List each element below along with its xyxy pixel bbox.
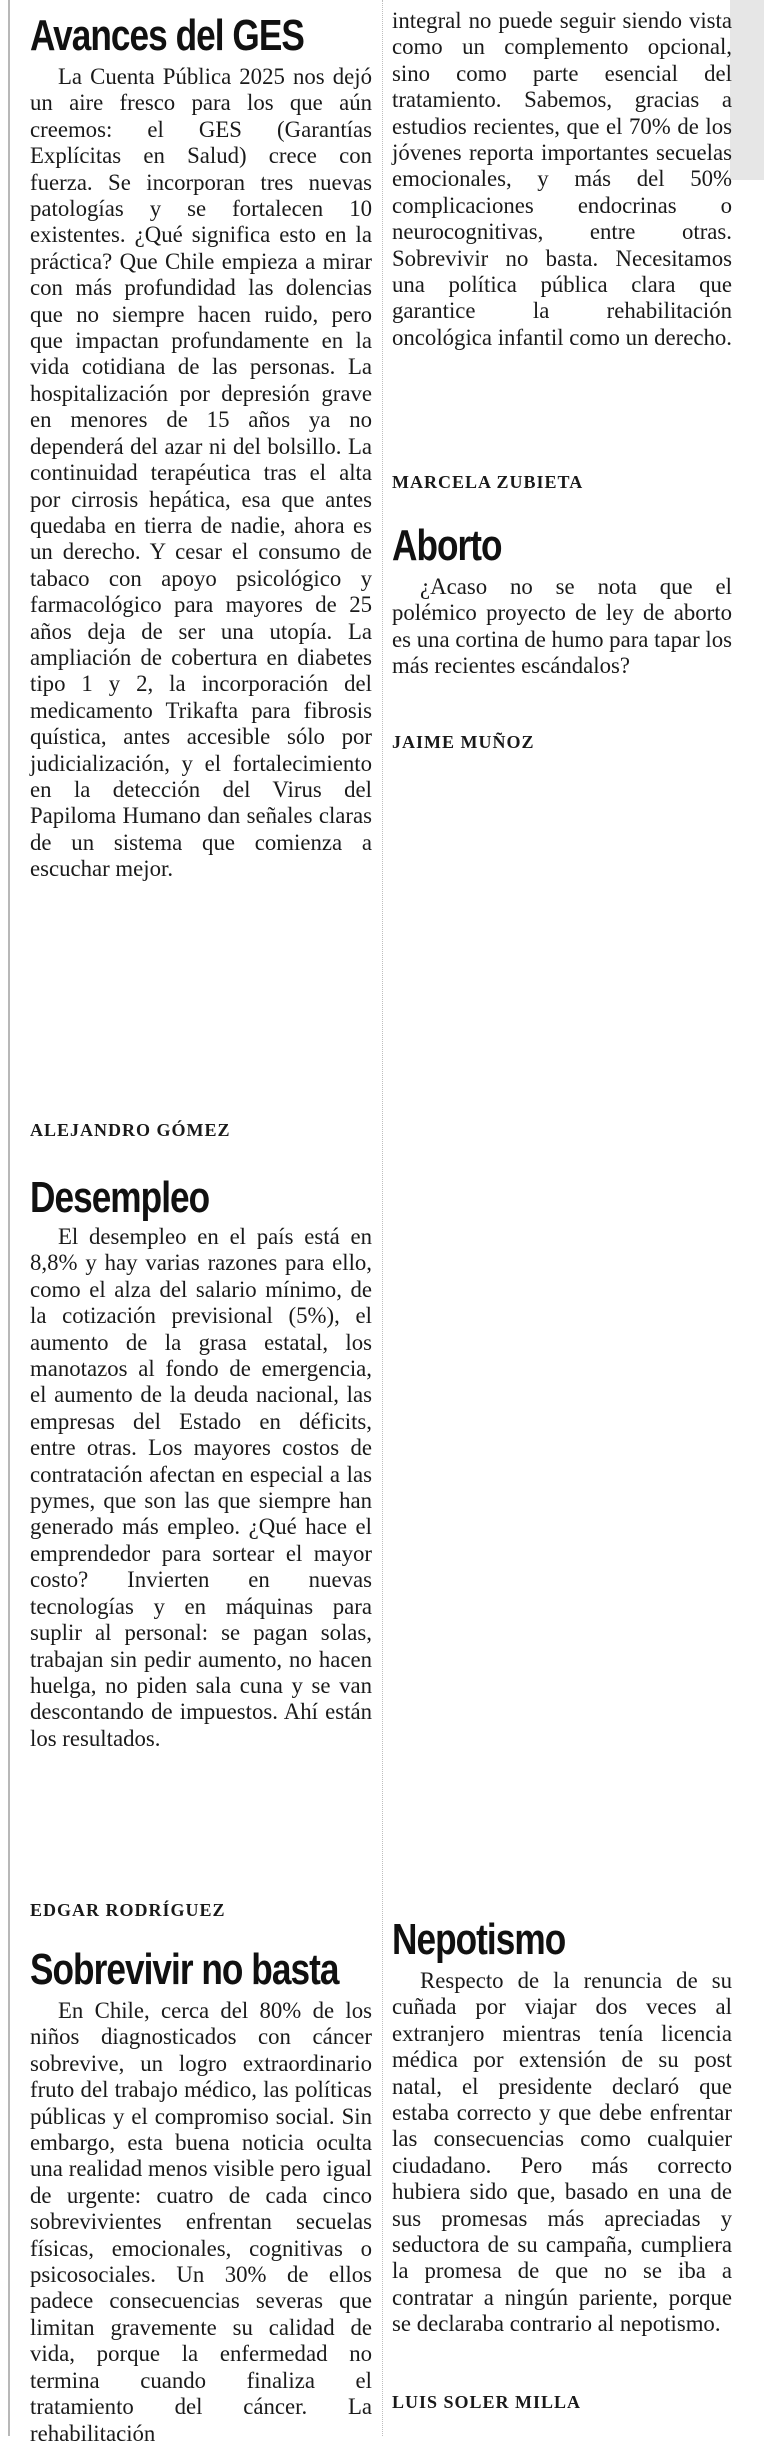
letter-body: ¿Acaso no se nota que el polémico proyecto de ley de aborto es una cortina de humo para tapar los más recientes escándalos? xyxy=(392,574,732,679)
letter-body: La Cuenta Pública 2025 nos dejó un aire fresco para los que aún creemos: el GES (Garantías Explícitas en Salud) crece con fuerza. Se incorporan tres nuevas patologías y se fortalecen 10 existentes. ¿Qué significa esto en la práctica? Que Chile empieza a mirar con más profundidad las dolencias que no siempre hacen ruido, pero que impactan profundamente en la vida cotidiana de las personas. La hospitalización por depresión grave en menores de 15 años ya no dependerá del azar ni del bolsillo. La continuidad terapéutica tras el alta por cirrosis hepática, esa que antes quedaba en tierra de nadie, ahora es un derecho. Y cesar el consumo de tabaco con apoyo psicológico y farmacológico para mayores de 25 años deja de ser una utopía. La ampliación de cobertura en diabetes tipo 1 y 2, la incorporación del medicamento Trikafta para fibrosis quística, antes accesible sólo por judicialización, y el fortalecimiento en la detección del Virus del Papiloma Humano dan señales claras de un sistema que comienza a escuchar mejor. xyxy=(30,64,372,882)
letter-avances xyxy=(30,12,372,883)
page-edge-tab xyxy=(730,0,764,180)
letter-title: Nepotismo xyxy=(392,1915,566,1964)
letter-body: El desempleo en el país está en 8,8% y hay varias razones para ello, como el alza del salario mínimo, de la cotización previsional (5%), el aumento de la grasa estatal, los manotazos al fondo de emergencia, el aumento de la deuda nacional, las empresas del Estado en déficits, entre otras. Los mayores costos de contratación afectan en especial a las pymes, que son las que siempre han generado más empleo. ¿Qué hace el emprendedor para sortear el mayor costo? Invierten en nuevas tecnologías y en máquinas para suplir al personal: se pagan solas, trabajan sin pedir aumento, no hacen huelga, no piden sala cuna y se van descontando de impuestos. Ahí están los resultados. xyxy=(30,1224,372,1751)
column-divider xyxy=(382,0,383,2436)
letter-body-part-1: En Chile, cerca del 80% de los niños diagnosticados con cáncer sobrevive, un logro extraordinario fruto del trabajo médico, las políticas públicas y el compromiso social. Sin embargo, esta buena noticia oculta una realidad menos visible pero igual de urgente: cuatro de cada cinco sobrevivientes enfrentan secuelas físicas, emocionales, cognitivas o psicosociales. Un 30% de ellos padece consecuencias severas que limitan gravemente su calidad de vida, porque la enfermedad no termina cuando finaliza el tratamiento del cáncer. La rehabilitación xyxy=(30,1998,372,2446)
letter-signature: JAIME MUÑOZ xyxy=(392,732,535,748)
letter-title: Desempleo xyxy=(30,1173,210,1222)
letter-signature: EDGAR RODRÍGUEZ xyxy=(30,1900,226,1920)
letter-title: Sobrevivir no basta xyxy=(30,1945,339,1994)
letter-desempleo xyxy=(30,1174,372,1752)
letter-signature: MARCELA ZUBIETA xyxy=(392,472,584,492)
letter-title: Avances del GES xyxy=(30,11,304,60)
letter-signature: ALEJANDRO GÓMEZ xyxy=(30,1120,231,1140)
letter-body-part-2: integral no puede seguir siendo vista como un complemento opcional, sino como parte esencial del tratamiento. Sabemos, gracias a estudios recientes, que el 70% de los jóvenes reporta importantes secuelas emocionales, y más del 50% complicaciones endocrinas o neurocognitivas, entre otras. Sobrevivir no basta. Necesitamos una política pública clara que garantice la rehabilitación oncológica infantil como un derecho. xyxy=(392,8,732,350)
signature-clip xyxy=(392,732,732,748)
letter-title: Aborto xyxy=(392,521,502,570)
letter-signature: LUIS SOLER MILLA xyxy=(392,2392,582,2412)
letter-body: Respecto de la renuncia de su cuñada por viajar dos veces al extranjero mientras tenía licencia médica por extensión de su post natal, el presidente declaró que estaba correcto y que debe enfrentar las consecuencias como cualquier ciudadano. Pero más correcto hubiera sido que, basado en una de sus promesas más apreciadas y seductora de su campaña, cumpliera la promesa de que no se iba a contratar a ningún pariente, porque se declaraba contrario al nepotismo. xyxy=(392,1968,732,2337)
letter-sobrevivir xyxy=(30,1946,372,2447)
letter-aborto xyxy=(392,522,732,680)
left-margin-rule xyxy=(8,0,10,2436)
letter-nepotismo xyxy=(392,1916,732,2338)
letter-sobrevivir-continued xyxy=(392,8,732,351)
